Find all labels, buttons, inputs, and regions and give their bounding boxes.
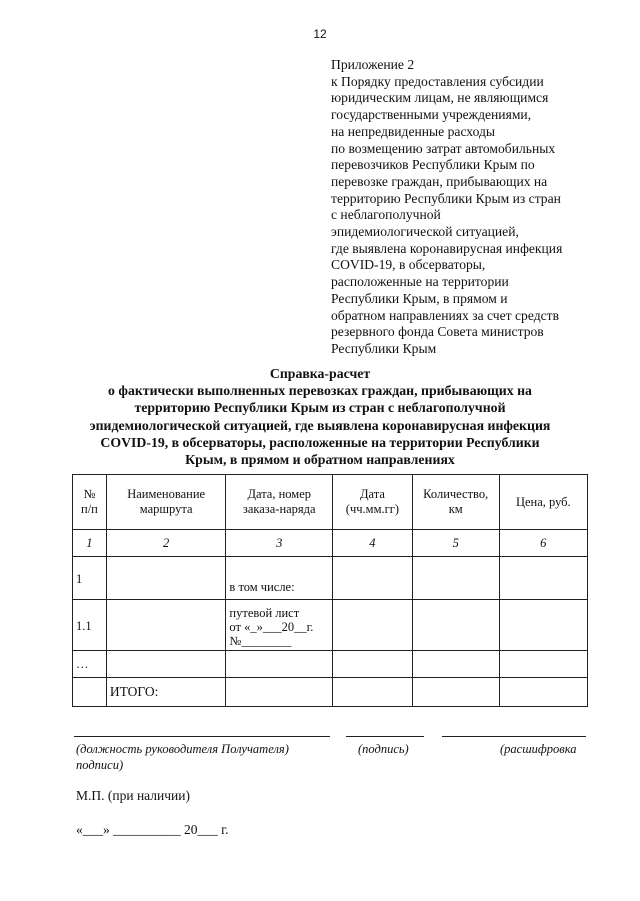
column-number: 5 <box>412 530 499 557</box>
appendix-line: COVID-19, в обсерваторы, <box>331 257 486 273</box>
header-text: Наименование маршрута <box>127 487 206 516</box>
table-row <box>73 651 588 678</box>
table-cell <box>73 678 107 707</box>
appendix-line: Республики Крым, в прямом и <box>331 290 508 306</box>
title-line: Справка-расчет <box>269 366 371 381</box>
total-label: ИТОГО: <box>106 678 226 707</box>
position-caption-cont: подписи) <box>76 758 124 772</box>
header-cell <box>333 475 413 530</box>
table-cell <box>333 651 413 678</box>
waybill-date-line: от «_»___20__г. <box>229 620 314 634</box>
table-cell <box>412 600 499 651</box>
date-line: «___» __________ 20___ г. <box>76 822 229 837</box>
row-number-cell <box>73 600 107 651</box>
header-cell <box>106 475 226 530</box>
table-cell <box>499 678 587 707</box>
appendix-block <box>331 57 631 358</box>
header-text: Дата (чч.мм.гг) <box>345 487 400 516</box>
table-cell <box>106 600 226 651</box>
stamp-place: М.П. (при наличии) <box>76 788 190 803</box>
appendix-line: обратном направлениях за счет средств <box>331 307 559 323</box>
header-cell <box>226 475 333 530</box>
column-number: 4 <box>333 530 413 557</box>
table-cell <box>106 557 226 600</box>
column-number: 1 <box>73 530 107 557</box>
appendix-line: Приложение 2 <box>331 57 415 72</box>
header-cell <box>412 475 499 530</box>
position-caption-text: (должность руководителя Получателя) <box>76 742 289 756</box>
appendix-line: по возмещению затрат автомобильных <box>331 140 556 156</box>
waybill-number-line: №________ <box>229 634 292 648</box>
signature-caption: (подпись) <box>358 742 409 756</box>
column-number: 2 <box>106 530 226 557</box>
header-text: Количество, км <box>423 487 489 516</box>
appendix-line: эпидемиологической ситуацией, <box>331 224 519 240</box>
table-cell <box>333 557 413 600</box>
page-number: 12 <box>313 27 327 41</box>
header-text: Цена, руб. <box>515 494 571 509</box>
document-title <box>60 365 580 468</box>
table-cell <box>226 651 333 678</box>
position-caption <box>76 741 336 773</box>
title-line: эпидемиологической ситуацией, где выявлена коронавирусная инфекция <box>89 417 551 433</box>
position-signature-line <box>74 736 330 737</box>
appendix-line: расположенные на территории <box>331 274 509 290</box>
title-line: Крым, в прямом и обратном направлениях <box>185 452 455 468</box>
table-number-row <box>73 530 588 557</box>
table-row <box>73 600 588 651</box>
appendix-line: Республики Крым <box>331 340 437 356</box>
column-number: 3 <box>226 530 333 557</box>
table-cell <box>412 651 499 678</box>
row-number: … <box>76 656 89 671</box>
waybill-text <box>229 602 329 648</box>
header-text: Дата, номер заказа-наряда <box>242 487 316 516</box>
header-cell <box>499 475 587 530</box>
table-row <box>73 557 588 600</box>
column-number: 6 <box>499 530 587 557</box>
waybill-line: путевой лист <box>229 606 300 620</box>
appendix-line: с неблагополучной <box>331 207 441 223</box>
appendix-line: где выявлена коронавирусная инфекция <box>331 240 563 256</box>
row-number: 1.1 <box>76 619 92 633</box>
table-cell <box>412 678 499 707</box>
decoding-caption: (расшифровка <box>500 742 577 756</box>
appendix-line: на непредвиденные расходы <box>331 123 496 139</box>
table-cell <box>412 557 499 600</box>
table-cell <box>226 678 333 707</box>
title-line: о фактически выполненных перевозках граждан, прибывающих на <box>108 383 532 399</box>
total-row <box>73 678 588 707</box>
row-number-cell <box>73 557 107 600</box>
appendix-line: перевозке граждан, прибывающих на <box>331 173 548 189</box>
including-label: в том числе: <box>229 579 295 594</box>
table-cell <box>499 557 587 600</box>
appendix-line: государственными учреждениями, <box>331 107 532 123</box>
signature-line <box>346 736 424 737</box>
row-number-cell <box>73 651 107 678</box>
row-number: 1 <box>76 572 83 586</box>
header-cell <box>73 475 107 530</box>
appendix-line: резервного фонда Совета министров <box>331 324 544 340</box>
appendix-line: территорию Республики Крым из стран <box>331 190 561 206</box>
decoding-signature-line <box>442 736 586 737</box>
header-text: № п/п <box>81 487 98 516</box>
appendix-line: юридическим лицам, не являющимся <box>331 90 549 106</box>
table-cell <box>499 651 587 678</box>
appendix-line: к Порядку предоставления субсидии <box>331 73 544 89</box>
table-cell <box>333 678 413 707</box>
table-header-row <box>73 475 588 530</box>
table-cell <box>499 600 587 651</box>
table-cell <box>106 651 226 678</box>
appendix-line: перевозчиков Республики Крым по <box>331 157 535 173</box>
title-line: территорию Республики Крым из стран с неблагополучной <box>134 400 506 416</box>
table-cell <box>226 600 333 651</box>
table-cell <box>226 557 333 600</box>
table-cell <box>333 600 413 651</box>
calculation-table <box>72 474 588 707</box>
title-line: COVID-19, в обсерваторы, расположенные на территории Республики <box>100 434 540 450</box>
